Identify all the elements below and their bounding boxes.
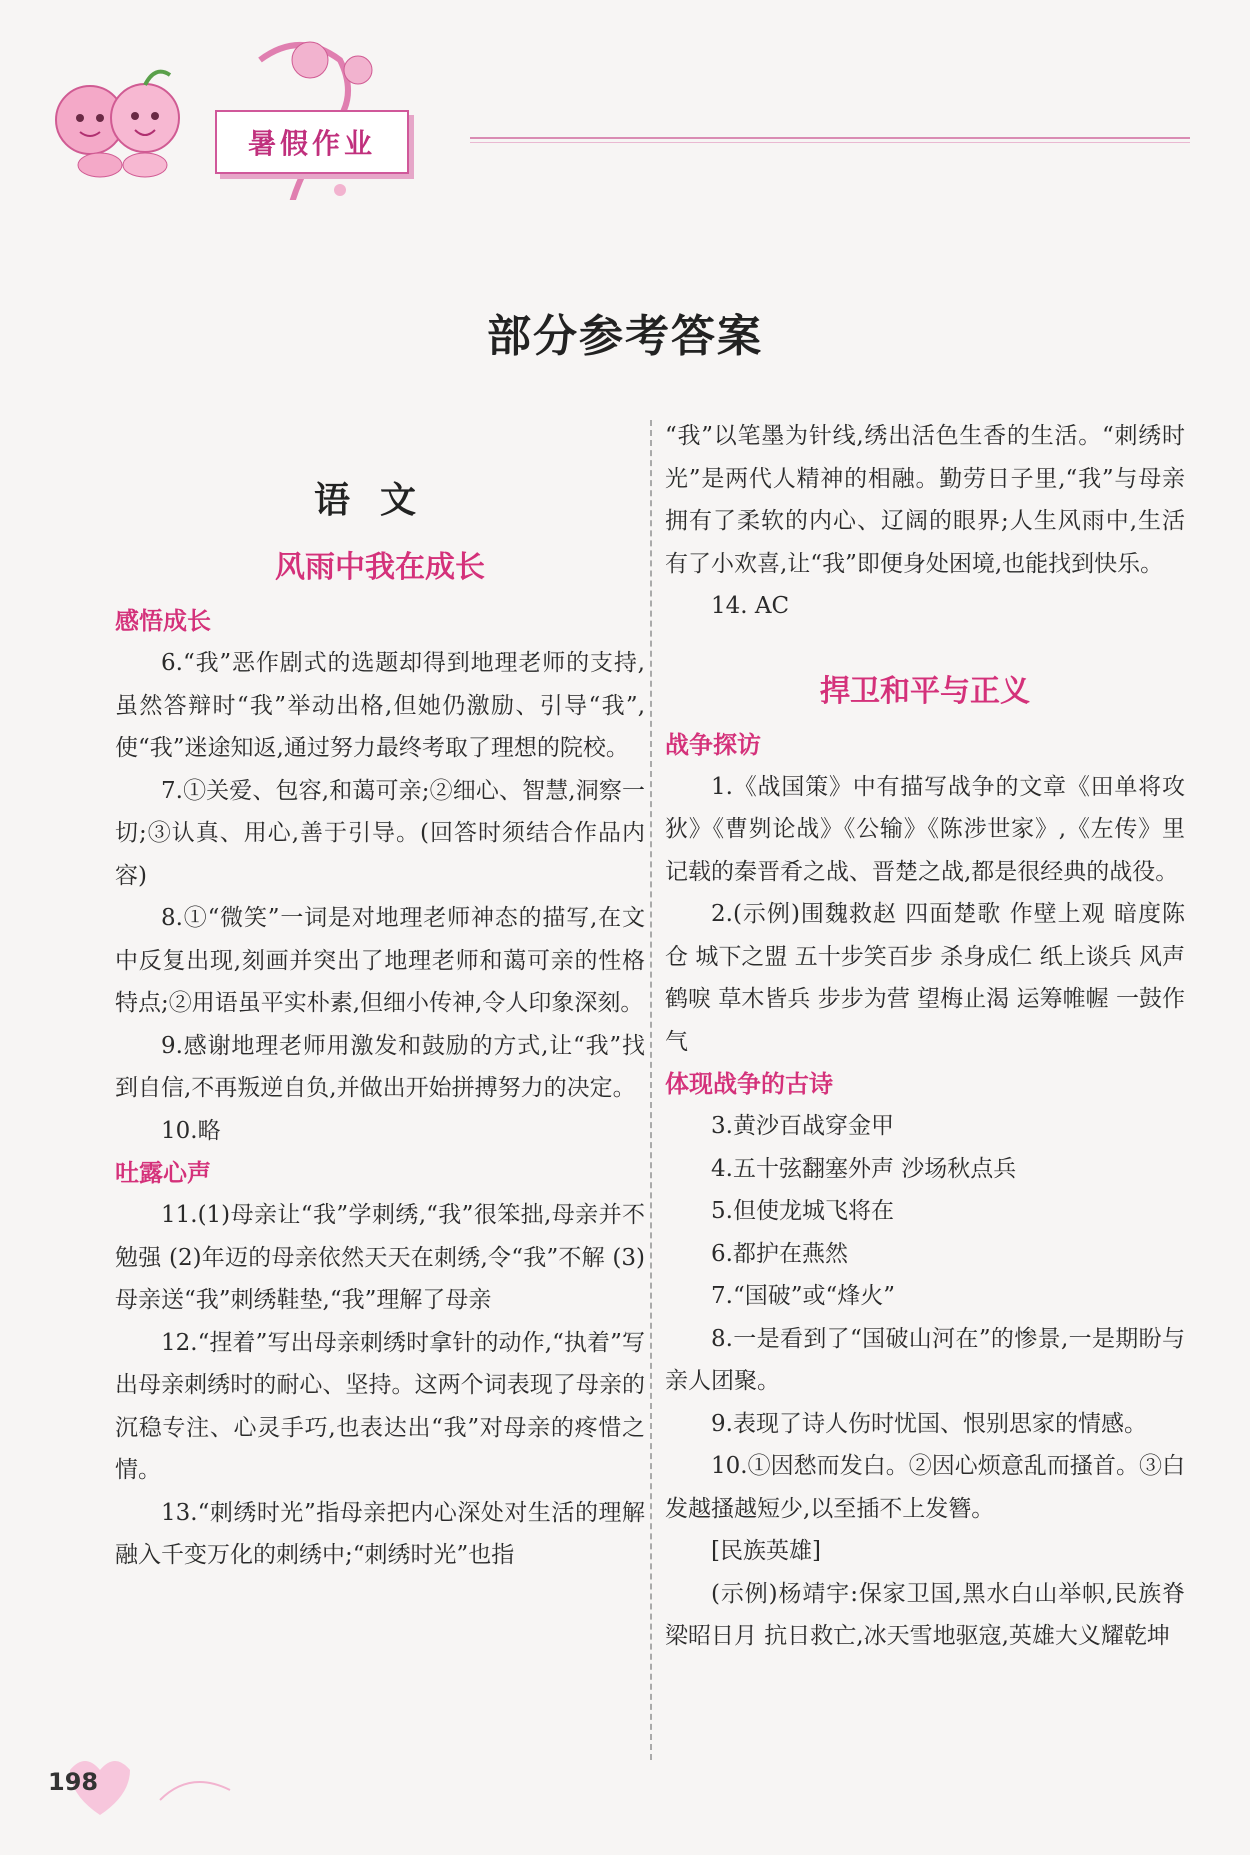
page-header	[0, 0, 1250, 220]
answer-b7: 7.“国破”或“烽火”	[711, 1283, 895, 1309]
answer-b5: 5.但使龙城飞将在	[711, 1198, 894, 1224]
subsection-title: 感悟成长	[115, 607, 211, 635]
subsection-title: 战争探访	[665, 730, 761, 759]
answer-b3: 3.黄沙百战穿金甲	[711, 1113, 894, 1139]
subsection-title: 吐露心声	[115, 1159, 211, 1187]
hero-label: [民族英雄]	[711, 1538, 821, 1564]
section-title: 捍卫和平与正义	[820, 673, 1030, 709]
answer-b10: 10.①因愁而发白。②因心烦意乱而搔首。③白发越搔越短少,以至插不上发簪。	[665, 1453, 1185, 1522]
answer-7: 7.①关爱、包容,和蔼可亲;②细心、智慧,洞察一切;③认真、用心,善于引导。(回答时须结合作品内容)	[115, 777, 645, 889]
answer-b4: 4.五十弦翻塞外声 沙场秋点兵	[711, 1155, 1017, 1182]
section-title: 风雨中我在成长	[275, 550, 485, 585]
subject-heading: 语文	[313, 479, 446, 521]
answer-11: 11.(1)母亲让“我”学刺绣,“我”很笨拙,母亲并不勉强 (2)年迈的母亲依然天天在刺绣,令“我”不解 (3)母亲送“我”刺绣鞋垫,“我”理解了母亲	[115, 1202, 645, 1313]
subsection-title: 体现战争的古诗	[665, 1070, 833, 1098]
answer-b9: 9.表现了诗人伤时忧国、恨别思家的情感。	[711, 1410, 1147, 1437]
page-title: 部分参考答案	[487, 311, 763, 362]
hero-answer: (示例)杨靖宇:保家卫国,黑水白山举帜,民族脊梁昭日月 抗日救亡,冰天雪地驱寇,英雄大义耀乾坤	[665, 1580, 1185, 1649]
answer-8: 8.①“微笑”一词是对地理老师神态的描写,在文中反复出现,刻画并突出了地理老师和蔼可亲的性格特点;②用语虽平实朴素,但细小传神,令人印象深刻。	[115, 905, 645, 1016]
header-rule	[470, 137, 1190, 139]
answer-b8: 8.一是看到了“国破山河在”的惨景,一是期盼与亲人团聚。	[665, 1325, 1185, 1394]
header-rule-thin	[470, 142, 1190, 143]
column-divider	[650, 420, 652, 1760]
answer-14: 14. AC	[711, 593, 790, 619]
answer-6: 6.“我”恶作剧式的选题却得到地理老师的支持,虽然答辩时“我”举动出格,但她仍激励、引导“我”,使“我”迷途知返,通过努力最终考取了理想的院校。	[115, 650, 645, 761]
answer-12: 12.“捏着”写出母亲刺绣时拿针的动作,“执着”写出母亲刺绣时的耐心、坚持。这两个词表现了母亲的沉稳专注、心灵手巧,也表达出“我”对母亲的疼惜之情。	[115, 1329, 645, 1483]
left-column	[115, 420, 645, 1577]
answer-13: 13.“刺绣时光”指母亲把内心深处对生活的理解融入千变万化的刺绣中;“刺绣时光”也指	[115, 1499, 645, 1568]
header-badge: 暑假作业	[215, 110, 409, 174]
page-number: 198	[48, 1768, 99, 1796]
answer-b1: 1.《战国策》中有描写战争的文章《田单将攻狄》《曹刿论战》《公输》《陈涉世家》,《左传》里记载的秦晋肴之战、晋楚之战,都是很经典的战役。	[665, 773, 1185, 885]
answer-10: 10.略	[161, 1117, 221, 1144]
answer-9: 9.感谢地理老师用激发和鼓励的方式,让“我”找到自信,不再叛逆自负,并做出开始拼搏努力的决定。	[115, 1032, 645, 1101]
answer-b2: 2.(示例)围魏救赵 四面楚歌 作壁上观 暗度陈仓 城下之盟 五十步笑百步 杀身成仁 纸上谈兵 风声鹤唳 草木皆兵 步步为营 望梅止渴 运筹帷幄 一鼓作气	[665, 901, 1185, 1055]
answer-13-continued: “我”以笔墨为针线,绣出活色生香的生活。“刺绣时光”是两代人精神的相融。勤劳日子里,“我”与母亲拥有了柔软的内心、辽阔的眼界;人生风雨中,生活有了小欢喜,让“我”即便身处困境,也能找到快乐。	[665, 423, 1185, 577]
answer-b6: 6.都护在燕然	[711, 1240, 848, 1267]
right-column	[665, 415, 1185, 1658]
